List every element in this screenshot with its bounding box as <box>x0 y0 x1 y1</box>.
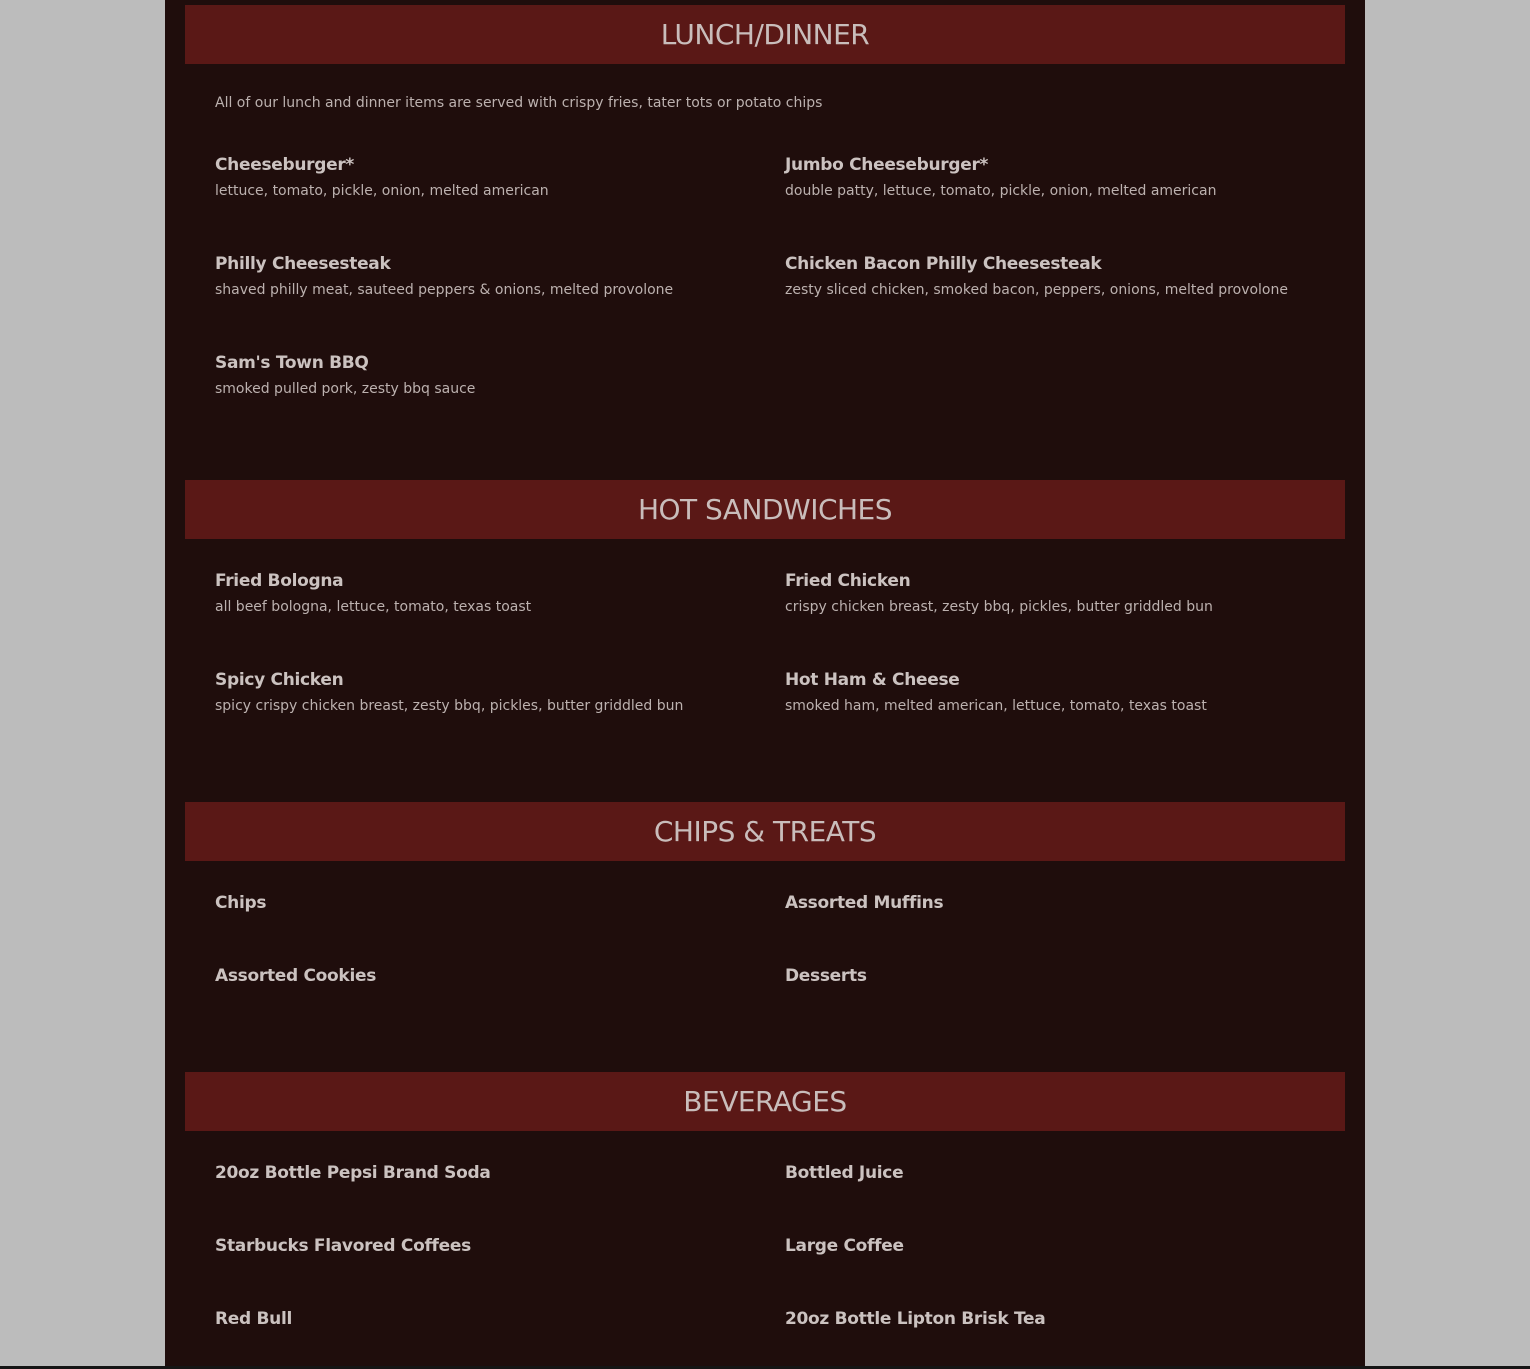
menu-item-description: lettuce, tomato, pickle, onion, melted american <box>215 183 549 199</box>
menu-item <box>215 570 755 617</box>
menu-item <box>215 669 755 716</box>
menu-item <box>785 1308 1325 1330</box>
menu-item <box>785 892 1325 914</box>
menu-item-name: Sam's Town BBQ <box>215 353 369 373</box>
menu-item-name: Fried Chicken <box>785 571 911 591</box>
menu-item-name: Bottled Juice <box>785 1163 904 1183</box>
menu-item-name: Chips <box>215 893 267 913</box>
menu-item-name: Assorted Muffins <box>785 893 944 913</box>
menu-item <box>785 154 1325 201</box>
menu-item <box>215 352 755 399</box>
menu-item <box>785 669 1325 716</box>
menu-item <box>215 253 755 300</box>
menu-item-name: Philly Cheesesteak <box>215 254 391 274</box>
section-header-lunch-dinner: LUNCH/DINNER <box>185 5 1345 64</box>
menu-item-description: smoked pulled pork, zesty bbq sauce <box>215 381 476 397</box>
menu-item <box>785 1162 1325 1184</box>
menu-item-name: Assorted Cookies <box>215 966 377 986</box>
menu-item <box>215 1308 755 1330</box>
menu-item-name: Large Coffee <box>785 1236 904 1256</box>
menu-item-name: Fried Bologna <box>215 571 344 591</box>
menu-item <box>785 1235 1325 1257</box>
menu-item-name: Desserts <box>785 966 867 986</box>
menu-item <box>785 570 1325 617</box>
menu-item-name: Cheeseburger* <box>215 155 355 175</box>
menu-item-name: 20oz Bottle Pepsi Brand Soda <box>215 1163 491 1183</box>
section-header-hot-sandwiches: HOT SANDWICHES <box>185 480 1345 539</box>
menu-item-name: Red Bull <box>215 1309 293 1329</box>
section-header-beverages: BEVERAGES <box>185 1072 1345 1131</box>
menu-item <box>785 253 1325 300</box>
menu-item <box>215 1235 755 1257</box>
menu-item-description: shaved philly meat, sauteed peppers & onions, melted provolone <box>215 282 674 298</box>
menu-item-name: Starbucks Flavored Coffees <box>215 1236 471 1256</box>
menu-item-name: Jumbo Cheeseburger* <box>785 155 989 175</box>
menu-item-description: double patty, lettuce, tomato, pickle, onion, melted american <box>785 183 1217 199</box>
menu-item-name: Hot Ham & Cheese <box>785 670 960 690</box>
menu-item-description: smoked ham, melted american, lettuce, tomato, texas toast <box>785 698 1207 714</box>
menu-panel <box>165 0 1365 1366</box>
menu-item-name: Spicy Chicken <box>215 670 344 690</box>
menu-item <box>215 892 755 914</box>
menu-item <box>215 965 755 987</box>
menu-item <box>785 965 1325 987</box>
lunch-dinner-intro: All of our lunch and dinner items are served with crispy fries, tater tots or potato chips <box>215 95 823 111</box>
menu-item <box>215 1162 755 1184</box>
section-header-chips-treats: CHIPS & TREATS <box>185 802 1345 861</box>
menu-item-name: 20oz Bottle Lipton Brisk Tea <box>785 1309 1046 1329</box>
menu-item-description: crispy chicken breast, zesty bbq, pickles, butter griddled bun <box>785 599 1213 615</box>
menu-item-description: zesty sliced chicken, smoked bacon, peppers, onions, melted provolone <box>785 282 1288 298</box>
menu-item-name: Chicken Bacon Philly Cheesesteak <box>785 254 1102 274</box>
menu-item-description: all beef bologna, lettuce, tomato, texas toast <box>215 599 532 615</box>
menu-item-description: spicy crispy chicken breast, zesty bbq, pickles, butter griddled bun <box>215 698 684 714</box>
menu-item <box>215 154 755 201</box>
